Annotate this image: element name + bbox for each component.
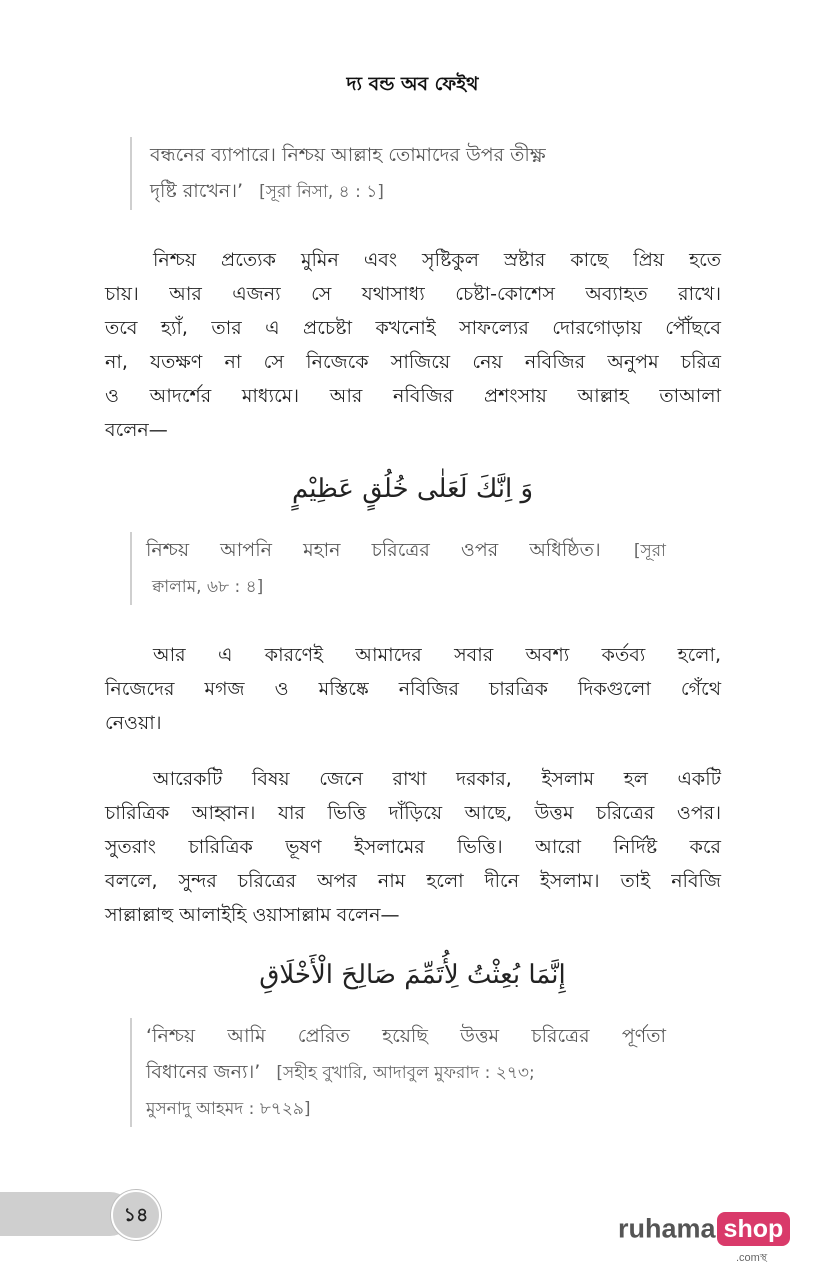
quote-reference: [সহীহ বুখারি, আদাবুল মুফরাদ : ২৭৩; (276, 1063, 535, 1083)
paragraph-line: চায়। আর এজন্য সে যথাসাধ্য চেষ্টা-কোশেস অব্যাহত রাখে। (105, 283, 721, 305)
quote-line: বন্ধনের ব্যাপারে। নিশ্চয় আল্লাহ তোমাদের উপর তীক্ষ্ণ (150, 144, 546, 166)
paragraph-line: বললে, সুন্দর চরিত্রের অপর নাম হলো দীনে ইসলাম। তাই নবিজি (105, 870, 721, 892)
paragraph-line: তবে হ্যাঁ, তার এ প্রচেষ্টা কখনোই সাফল্যের দোরগোড়ায় পৌঁছবে (105, 317, 721, 339)
paragraph-line: ও আদর্শের মাধ্যমে। আর নবিজির প্রশংসায় আল্লাহ তাআলা (105, 385, 721, 407)
paragraph-3 (105, 762, 721, 932)
paragraph-line: বলেন— (105, 419, 168, 441)
paragraph-line (105, 762, 721, 796)
quote-line-with-ref (146, 532, 666, 569)
quote-reference: [সূরা (633, 541, 666, 561)
logo-text-ruhama: ruhama (618, 1213, 716, 1244)
quote-block-2 (130, 532, 666, 605)
logo-text-shop: shop (717, 1212, 791, 1246)
paragraph-1 (105, 243, 721, 447)
paragraph-line: নিজেদের মগজ ও মস্তিষ্কে নবিজির চারত্রিক দিকগুলো গেঁথে (105, 678, 721, 700)
paragraph-text: আরেকটি বিষয় জেনে রাখা দরকার, ইসলাম হল একটি (153, 768, 721, 790)
arabic-hadith: إِنَّمَا بُعِثْتُ لِأُتَمِّمَ صَالِحَ الْأَخْلَاقِ (259, 960, 566, 990)
quote-text: দৃষ্টি রাখেন।’ (150, 180, 244, 202)
quote-block-3 (130, 1018, 666, 1127)
paragraph-line (105, 638, 721, 672)
quote-reference: [সূরা নিসা, ৪ : ১] (259, 182, 384, 202)
paragraph-line: না, যতক্ষণ না সে নিজেকে সাজিয়ে নেয় নবিজির অনুপম চরিত্র (105, 351, 721, 373)
quote-reference: মুসনাদু আহমদ : ৮৭২৯] (146, 1099, 311, 1119)
paragraph-text: নিশ্চয় প্রত্যেক মুমিন এবং সৃষ্টিকুল স্রষ্টার কাছে প্রিয় হতে (153, 249, 721, 271)
logo-text-com: .comস্থ (736, 1252, 768, 1264)
quote-line-with-ref (150, 173, 710, 210)
page-number: ১৪ (111, 1190, 161, 1240)
ruhamashop-logo (618, 1212, 790, 1264)
arabic-verse-1: وَ اِنَّكَ لَعَلٰى خُلُقٍ عَظِيْمٍ (291, 474, 534, 504)
paragraph-line: নেওয়া। (105, 712, 162, 734)
page-header-title: দ্য বন্ড অব ফেইথ (346, 73, 479, 95)
paragraph-line: সুতরাং চারিত্রিক ভূষণ ইসলামের ভিত্তি। আরো নির্দিষ্ট করে (105, 836, 721, 858)
quote-block-1 (130, 137, 710, 210)
paragraph-2 (105, 638, 721, 740)
paragraph-line: চারিত্রিক আহ্বান। যার ভিত্তি দাঁড়িয়ে আছে, উত্তম চরিত্রের ওপর। (105, 802, 721, 824)
paragraph-line: সাল্লাল্লাহু আলাইহি ওয়াসাল্লাম বলেন— (105, 904, 400, 926)
quote-line-with-ref (146, 1054, 666, 1091)
paragraph-text: আর এ কারণেই আমাদের সবার অবশ্য কর্তব্য হলো, (153, 644, 721, 666)
quote-text: নিশ্চয় আপনি মহান চরিত্রের ওপর অধিষ্ঠিত। (146, 539, 601, 561)
quote-line: ‘নিশ্চয় আমি প্রেরিত হয়েছি উত্তম চরিত্রের পূর্ণতা (146, 1025, 666, 1047)
quote-text: বিধানের জন্য।’ (146, 1061, 261, 1083)
paragraph-line (105, 243, 721, 277)
quote-reference: ক্বালাম, ৬৮ : ৪] (152, 577, 264, 597)
